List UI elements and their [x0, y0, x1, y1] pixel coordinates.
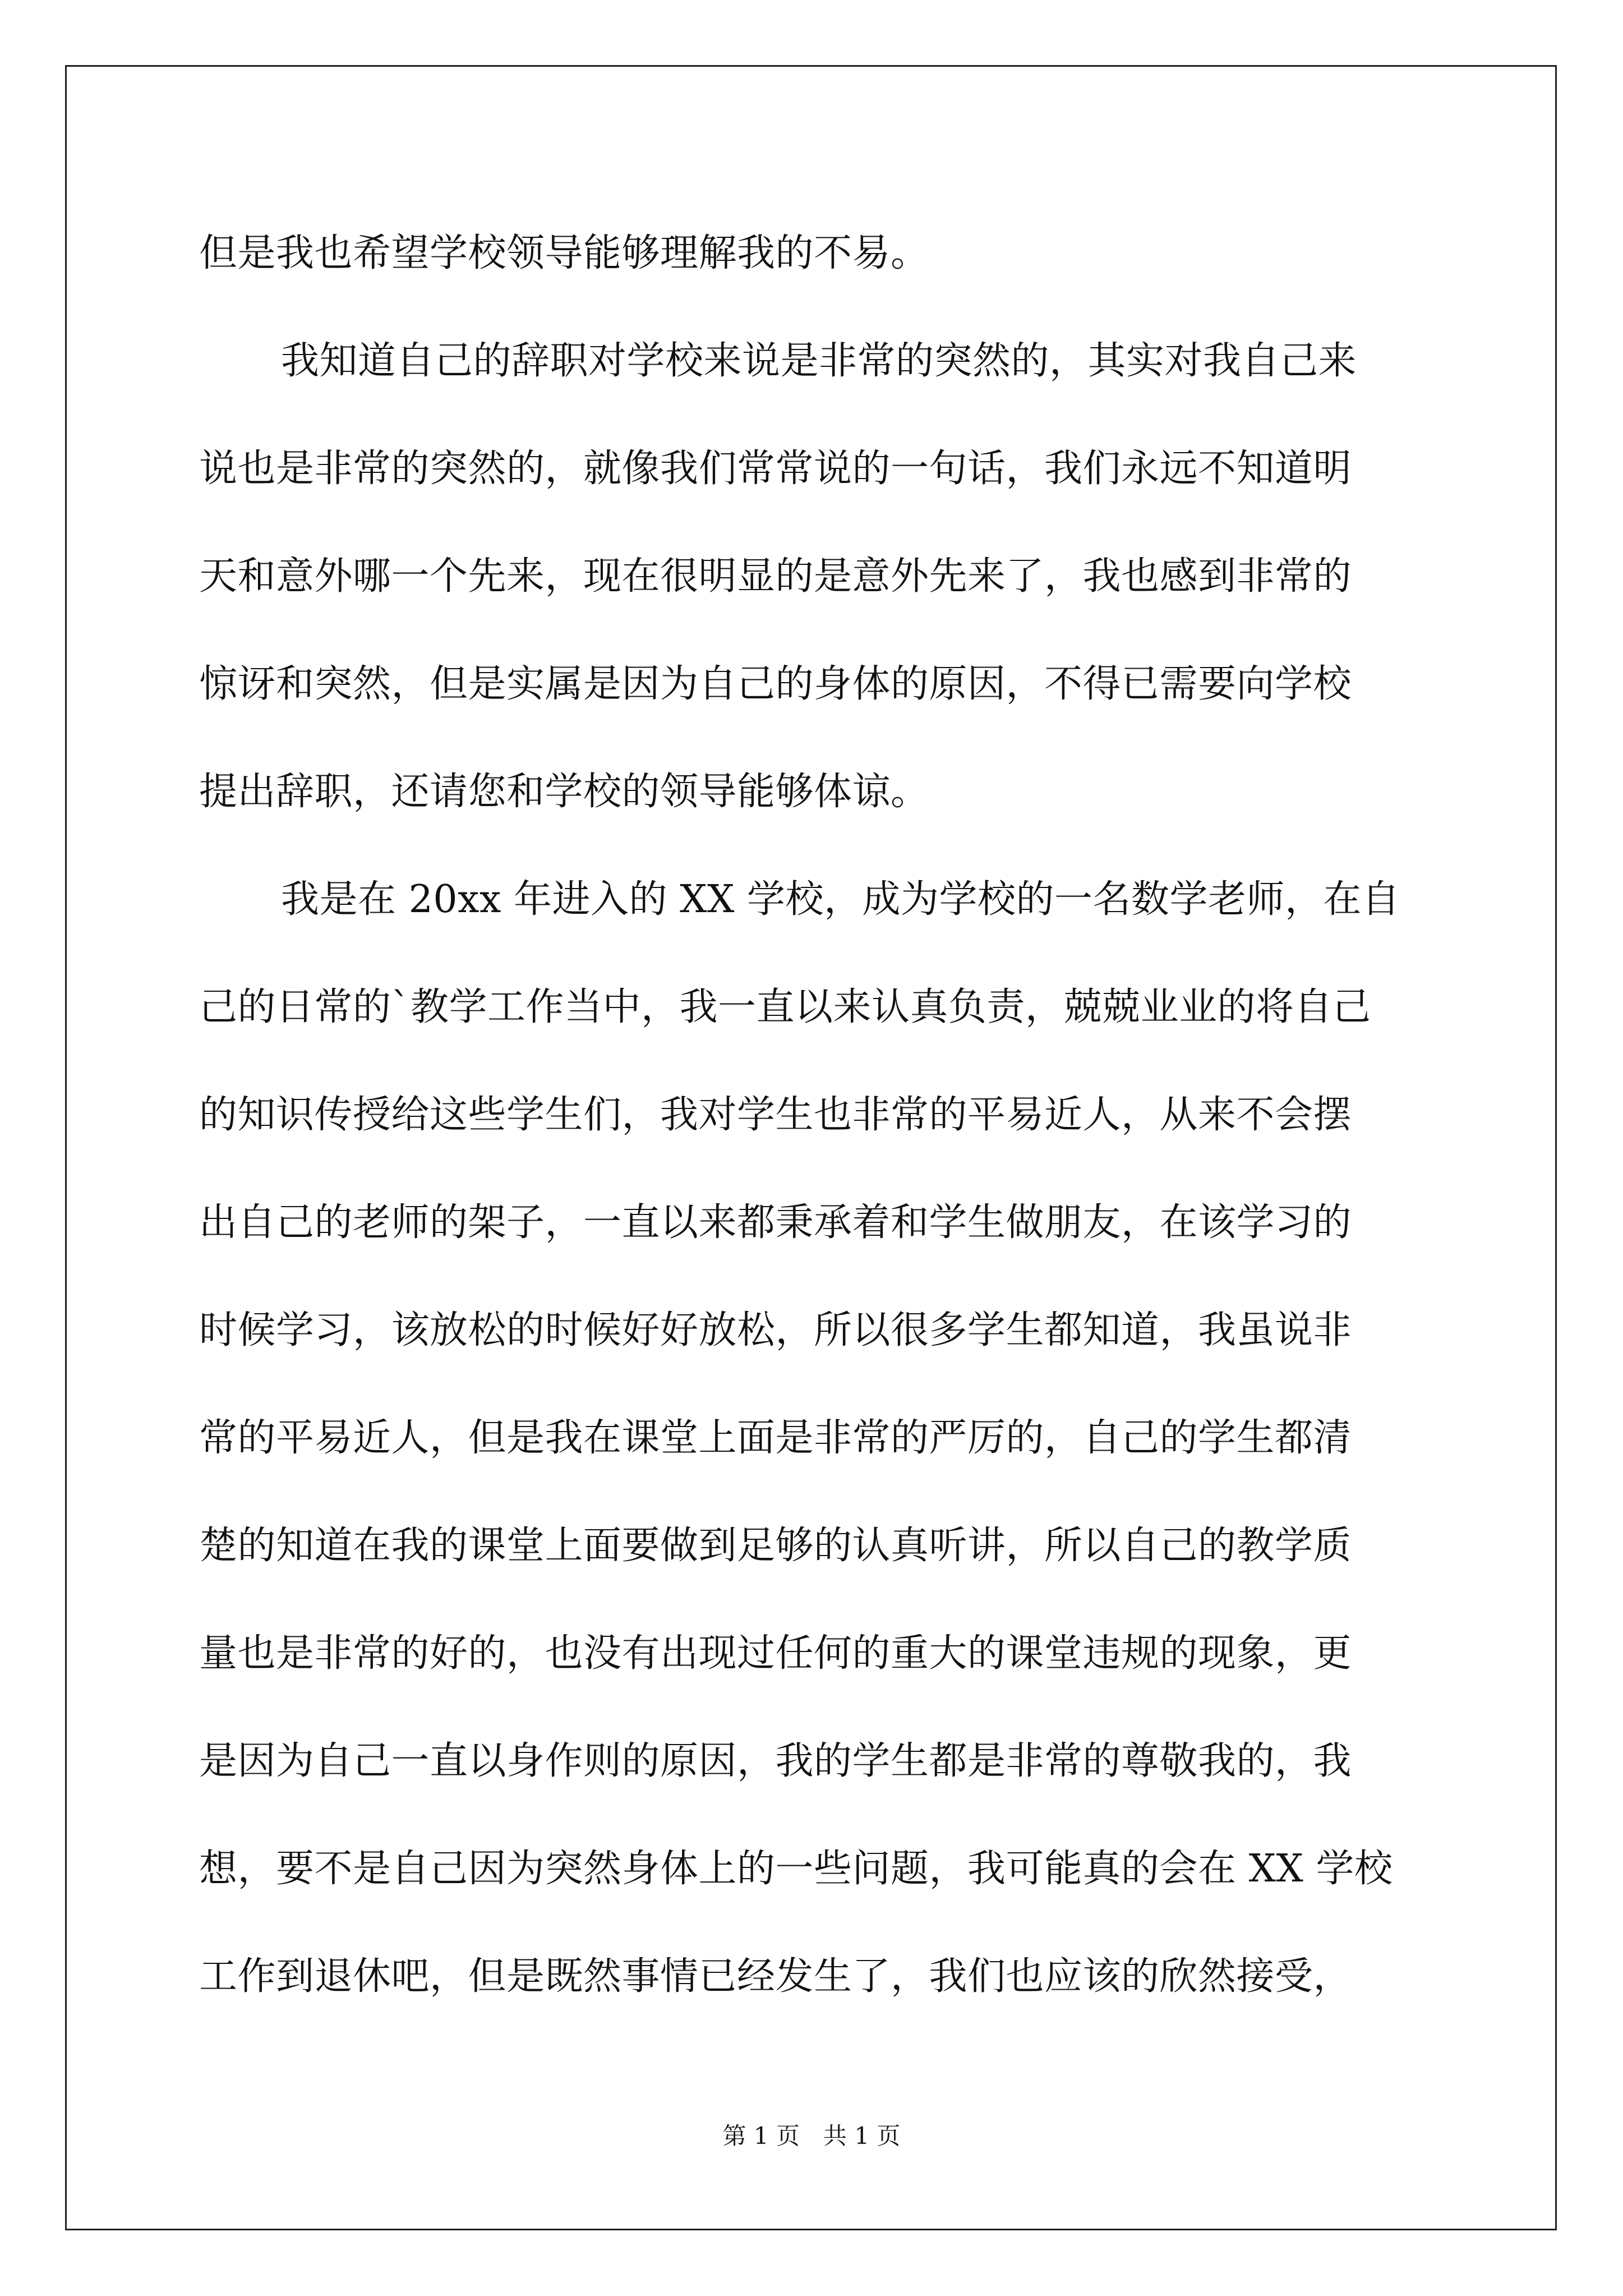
page-number-footer: 第 1 页 共 1 页	[722, 2122, 901, 2150]
text-line: 我知道自己的辞职对学校来说是非常的突然的，其实对我自己来	[281, 339, 1357, 383]
text-line: 提出辞职，还请您和学校的领导能够体谅。	[199, 770, 929, 814]
text-line: 的知识传授给这些学生们，我对学生也非常的平易近人，从来不会摆	[199, 1093, 1352, 1137]
text-line: 我是在 20xx 年进入的 XX 学校，成为学校的一名数学老师，在自	[281, 877, 1400, 922]
text-line: 量也是非常的好的，也没有出现过任何的重大的课堂违规的现象，更	[199, 1631, 1352, 1676]
text-line: 工作到退休吧，但是既然事情已经发生了，我们也应该的欣然接受，	[199, 1954, 1352, 1999]
text-line: 出自己的老师的架子，一直以来都秉承着和学生做朋友，在该学习的	[199, 1200, 1352, 1245]
text-line: 常的平易近人，但是我在课堂上面是非常的严厉的，自己的学生都清	[199, 1416, 1352, 1460]
text-line: 天和意外哪一个先来，现在很明显的是意外先来了，我也感到非常的	[199, 554, 1352, 599]
text-line: 己的日常的`教学工作当中，我一直以来认真负责，兢兢业业的将自己	[199, 985, 1371, 1029]
text-line: 但是我也希望学校领导能够理解我的不易。	[199, 231, 929, 275]
text-line: 是因为自己一直以身作则的原因，我的学生都是非常的尊敬我的，我	[199, 1739, 1352, 1783]
text-line: 楚的知道在我的课堂上面要做到足够的认真听讲，所以自己的教学质	[199, 1524, 1352, 1568]
text-line: 说也是非常的突然的，就像我们常常说的一句话，我们永远不知道明	[199, 447, 1352, 491]
document-body	[199, 200, 1438, 2031]
text-line: 惊讶和突然，但是实属是因为自己的身体的原因，不得已需要向学校	[199, 662, 1352, 706]
text-line: 想，要不是自己因为突然身体上的一些问题，我可能真的会在 XX 学校	[199, 1847, 1393, 1891]
text-line: 时候学习，该放松的时候好好放松，所以很多学生都知道，我虽说非	[199, 1308, 1352, 1352]
